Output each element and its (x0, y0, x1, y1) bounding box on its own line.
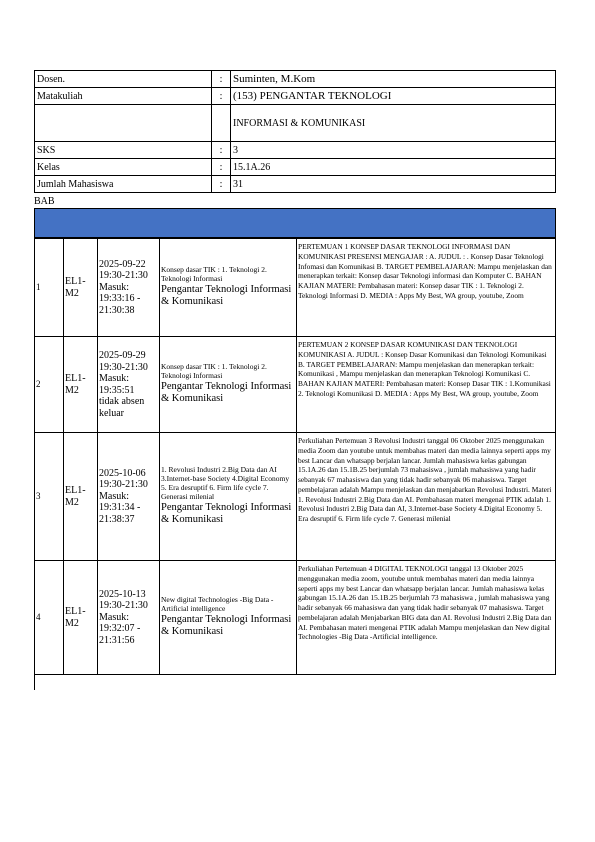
section-title: BAB (34, 196, 55, 207)
attendance-note: tidak absen keluar (99, 396, 145, 419)
topic-text: Konsep dasar TIK : 1. Teknologi 2. Teknologi Informasi (161, 265, 267, 283)
empty-cell (35, 105, 212, 142)
matakuliah-value-line2: INFORMASI & KOMUNIKASI (231, 105, 556, 142)
sks-label: SKS (35, 142, 212, 159)
time: 19:30-21:30 (99, 479, 148, 491)
description: Perkuliahan Pertemuan 4 DIGITAL TEKNOLOGI tanggal 13 Oktober 2025 menggunakan media zoom, youtube untuk membahas materi dan media lainnya seperti apps my best Lancar dan whatsapp berjalan lancar. Jumlah mahasiswa kelas gabungan 15.1A.26 dan 15.1B.25 berjumlah 73 mahasiswa , jumlah mahasiswa yang hadir sebanyak 66 mahasiswa dan yang tidak hadir sebanyak 07 mahasiswa. Target pembelajaran adalah Menjabarkan BIG data dan AI. Revolusi Industri 2.Big Data dan AI. Pembahasan materi mengenai PTIK adalah Mampu menjelaskan dan New digital Technologies -Big Data -Artificial intelligence. (297, 561, 556, 675)
topic-cell (160, 561, 297, 675)
matakuliah-value-line1: (153) PENGANTAR TEKNOLOGI (231, 88, 556, 105)
topic-text: New digital Technologies -Big Data - Artificial intelligence (161, 595, 274, 613)
attendance-range: 19:32:07 - 21:31:56 (99, 623, 141, 646)
masuk-label: Masuk: (99, 611, 129, 623)
table-header-band (34, 208, 556, 238)
class-code: EL1-M2 (64, 239, 98, 337)
attendance-range: 19:35:51 (99, 384, 135, 396)
dosen-label: Dosen. (35, 71, 212, 88)
jumlah-mahasiswa-label: Jumlah Mahasiswa (35, 176, 212, 193)
table-row (35, 433, 556, 561)
header-table (34, 70, 556, 193)
date: 2025-10-13 (99, 588, 146, 600)
kelas-label: Kelas (35, 159, 212, 176)
topic-cell (160, 239, 297, 337)
class-code: EL1-M2 (64, 433, 98, 561)
masuk-label: Masuk: (99, 281, 129, 293)
table-edge-line (34, 674, 36, 690)
date: 2025-10-06 (99, 467, 146, 479)
table-row (35, 337, 556, 433)
attendance-table (34, 238, 556, 675)
date: 2025-09-22 (99, 258, 146, 270)
course-name: Pengantar Teknologi Informasi & Komunikasi (161, 283, 292, 308)
description: Perkuliahan Pertemuan 3 Revolusi Industri tanggal 06 Oktober 2025 menggunakan media Zoom dan youtube untuk membahas materi dan media lainnya seperti apps my best Lancar dan whatsapp berjalan lancar. Jumlah mahasiswa kelas gabungan 15.1A.26 dan 15.1B.25 berjumlah 73 mahasiswa , jumlah mahasiswa yang hadir sebanyak 67 mahasiswa dan yang tidak hadir sebanyak 06 mahasiswa. Target pembelajaran adalah Mampu menjelaskan dan menjabarkan Revolusi Industri. Materi 1. Revolusi Industri 2.Big Data dan AI. Pembahasan materi mengenai PTIK adalah 1. Revolusi Industri 2.Big Data dan AI, 3.Internet-base Society 4.Digital Economy 5. Era desruptif 6. Firm life cycle 7. Generasi milenial (297, 433, 556, 561)
matakuliah-label: Matakuliah (35, 88, 212, 105)
attendance-range: 19:33:16 - 21:30:38 (99, 293, 141, 316)
attendance-range: 19:31:34 - 21:38:37 (99, 502, 141, 525)
date: 2025-09-29 (99, 350, 146, 361)
course-name: Pengantar Teknologi Informasi & Komunikasi (161, 613, 292, 638)
table-row (35, 561, 556, 675)
description: PERTEMUAN 1 KONSEP DASAR TEKNOLOGI INFORMASI DAN KOMUNIKASI PRESENSI MENGAJAR : A. JUDUL : . Konsep Dasar Teknologi Infomasi dan Komunikasi B. TARGET PEMBELAJARAN: Mampu menjelaskan dan menerapkan terkait: Konsep dasar Teknologi informasi dan Komputer C. BAHAN KAJIAN MATERI: Pembahasan materi: Konsep dasar TIK : 1. Teknologi 2. Teknologi Informasi D. MEDIA : Apps My Best, WA group, youtube, Zoom (297, 239, 556, 337)
table-row (35, 239, 556, 337)
sks-value: 3 (231, 142, 556, 159)
masuk-label: Masuk: (99, 373, 129, 384)
schedule-cell (98, 239, 160, 337)
topic-text: 1. Revolusi Industri 2.Big Data dan AI 3.Internet-base Society 4.Digital Economy 5. Era desruptif 6. Firm life cycle 7. Generasi milenial (161, 465, 290, 501)
topic-cell (160, 433, 297, 561)
class-code: EL1-M2 (64, 561, 98, 675)
colon: : (212, 159, 231, 176)
colon: : (212, 88, 231, 105)
colon: : (212, 142, 231, 159)
course-name: Pengantar Teknologi Informasi & Komunikasi (161, 380, 292, 405)
schedule-cell (98, 337, 160, 433)
row-number: 1 (35, 239, 64, 337)
time: 19:30-21:30 (99, 270, 148, 282)
empty-cell (212, 105, 231, 142)
schedule-cell (98, 433, 160, 561)
schedule-cell (98, 561, 160, 675)
topic-cell (160, 337, 297, 433)
jumlah-mahasiswa-value: 31 (231, 176, 556, 193)
row-number: 4 (35, 561, 64, 675)
row-number: 2 (35, 337, 64, 433)
dosen-value: Suminten, M.Kom (231, 71, 556, 88)
colon: : (212, 71, 231, 88)
row-number: 3 (35, 433, 64, 561)
colon: : (212, 176, 231, 193)
time: 19:30-21:30 (99, 361, 148, 373)
masuk-label: Masuk: (99, 490, 129, 502)
description: PERTEMUAN 2 KONSEP DASAR KOMUNIKASI DAN TEKNOLOGI KOMUNIKASI A. JUDUL : Konsep Dasar Komunikasi dan Teknologi Komunikasi B. TARGET PEMBELAJARAN: Mampu menjelaskan dan menerapkan terkait: Komunikasi , Mampu menjelaskan dan menerapkan Teknologi Komunikasi C. BAHAN KAJIAN MATERI: Pembahasan materi: Konsep Dasar TIK : 1.Komunikasi 2. Teknologi Komunikasi D. MEDIA : Apps My Best, WA group, youtube, Zoom (297, 337, 556, 433)
course-name: Pengantar Teknologi Informasi & Komunikasi (161, 501, 292, 526)
kelas-value: 15.1A.26 (231, 159, 556, 176)
time: 19:30-21:30 (99, 600, 148, 612)
topic-text: Konsep dasar TIK : 1. Teknologi 2. Teknologi Informasi (161, 362, 267, 380)
class-code: EL1-M2 (64, 337, 98, 433)
